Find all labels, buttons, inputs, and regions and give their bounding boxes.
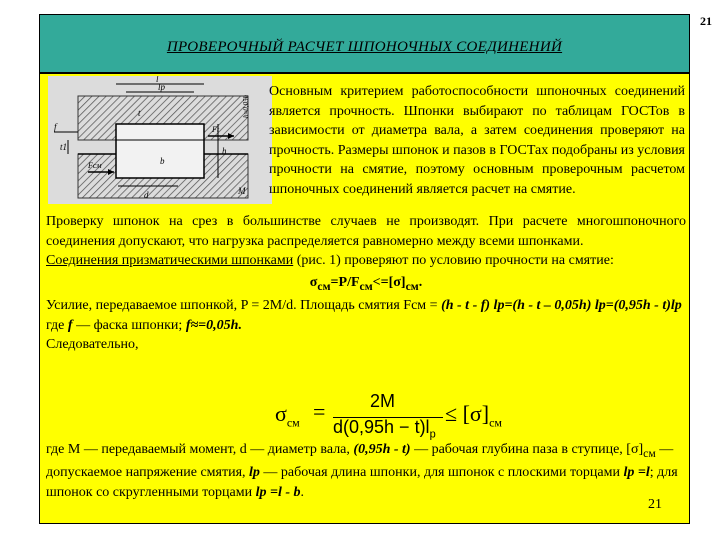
key-joint-drawing — [48, 76, 272, 204]
page-number: 21 — [648, 497, 662, 512]
consequently-text: Следовательно, — [46, 337, 139, 353]
where-chamfer: где f — фаска шпонки; f≈=0,05h. — [46, 317, 242, 333]
formula-denominator: $d(0,95h - t)l_p$ — [333, 417, 436, 441]
prismatic-link[interactable]: Соединения призматическими шпонками — [46, 253, 294, 269]
formula-sigma: $\sigma_{см}$ — [275, 401, 300, 430]
label-b: b — [160, 156, 165, 166]
label-l: l — [156, 76, 159, 84]
formula-limit: ≤ $[\sigma]_{см}$ — [445, 401, 503, 430]
label-f: f — [54, 122, 57, 132]
label-lp: lp — [158, 82, 166, 92]
label-t1: t1 — [60, 142, 68, 152]
label-f-sm: Fсм — [88, 161, 102, 170]
force-paragraph: Усилие, передаваемое шпонкой, P = 2M/d. Площадь смятия Fсм = (h - t - f) lp=(h - t – 0,05h) lp=(0,95h - t)lp — [46, 298, 682, 314]
prismatic-rest: (рис. 1) проверяют по условию прочности на смятие: — [293, 253, 614, 269]
label-m: M — [238, 186, 246, 196]
paragraph-shear: Проверку шпонок на срез в большинстве случаев не производят. При расчете многошпоночного соединения допускают, что нагрузка распределяется равномерно между всеми шпонками. — [46, 214, 686, 249]
body-text — [46, 212, 686, 355]
crush-formula: $\sigma_{см}=P/F_{см}<=[\sigma]_{см}$. — [309, 274, 423, 293]
corner-page-number: 21 — [700, 14, 712, 28]
label-ft: Ft — [212, 125, 220, 134]
label-h-approx: h≈0,05h — [242, 94, 250, 118]
label-d: d — [144, 190, 149, 200]
paragraph-prismatic — [46, 251, 686, 271]
definitions-paragraph: где M — передаваемый момент, d — диаметр вала, (0,95h - t) — рабочая глубина паза в ступице, $[\sigma]_{см}$ — допускаемое напряжение смятия, lp — рабочая длина шпонки, для шпонок с плоскими торцами lp =l; для шпонок со скругленными торцами lp =l - b. — [46, 442, 678, 500]
key-joint-figure — [48, 76, 272, 204]
label-h: h — [222, 146, 227, 156]
title-bar — [39, 14, 690, 73]
label-t: t — [138, 108, 141, 118]
area-formula: (h - t - f) lp=(h - t – 0,05h) lp=(0,95h - t)lp — [441, 298, 682, 314]
content-panel — [39, 73, 690, 524]
page-title: ПРОВЕРОЧНЫЙ РАСЧЕТ ШПОНОЧНЫХ СОЕДИНЕНИЙ — [166, 39, 563, 55]
formula-numerator: 2M — [370, 391, 396, 411]
formula-eq: = — [313, 399, 326, 424]
intro-paragraph: Основным критерием работоспособности шпоночных соединений является прочность. Шпонки выбирают по таблицам ГОСТов в зависимости от диаметра вала, а затем соединения проверяют на прочность. Размеры шпонок и пазов в ГОСТах подобраны из условия прочности на смятие, поэтому основным проверочным расчетом шпоночных соединений является расчет на смятие. — [269, 84, 685, 197]
main-formula — [275, 391, 535, 441]
